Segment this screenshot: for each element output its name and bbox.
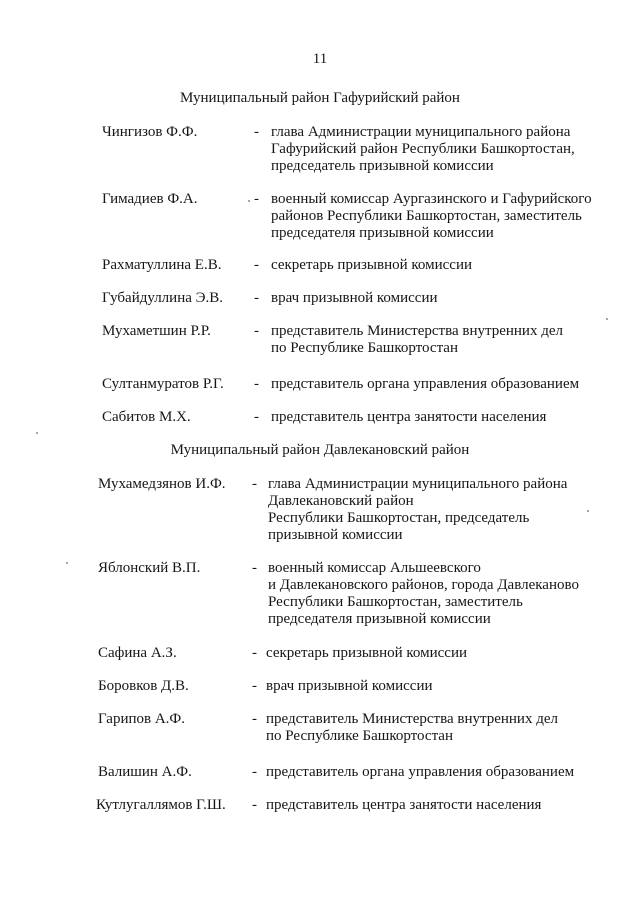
member-row	[0, 191, 640, 241]
dash-separator: -	[254, 409, 259, 425]
role-line: представитель Министерства внутренних дел	[266, 711, 558, 727]
member-row	[0, 476, 640, 543]
member-name: Сабитов М.Х.	[102, 409, 191, 425]
member-role	[271, 376, 579, 393]
dash-separator: -	[252, 711, 257, 727]
member-name: Султанмуратов Р.Г.	[102, 376, 224, 392]
member-row	[0, 376, 640, 393]
dash-separator: -	[252, 764, 257, 780]
scan-speck	[36, 432, 38, 434]
member-name: Мухамедзянов И.Ф.	[98, 476, 226, 492]
member-row	[0, 124, 640, 174]
dash-separator: -	[254, 376, 259, 392]
role-line: Республики Башкортостан, заместитель	[268, 594, 523, 610]
member-name: Сафина А.З.	[98, 645, 177, 661]
role-line: по Республике Башкортостан	[266, 728, 453, 744]
role-line: секретарь призывной комиссии	[266, 645, 468, 661]
dash-separator: -	[252, 678, 257, 694]
dash-separator: -	[252, 797, 257, 813]
member-row	[0, 323, 640, 356]
role-line: врач призывной комиссии	[271, 290, 438, 306]
role-line: председателя призывной комиссии	[271, 225, 494, 241]
member-role	[268, 476, 567, 544]
member-row	[0, 409, 640, 426]
scan-speck	[606, 318, 608, 320]
member-role	[266, 797, 541, 814]
member-role	[271, 323, 563, 357]
member-role	[271, 409, 546, 426]
role-line: глава Администрации муниципального района	[268, 476, 568, 492]
role-line: военный комиссар Альшеевского	[268, 560, 481, 576]
dash-separator: -	[254, 191, 259, 207]
role-line: Республики Башкортостан, председатель	[268, 510, 530, 526]
member-row	[0, 290, 640, 307]
role-line: военный комиссар Аургазинского и Гафурийского	[271, 191, 592, 207]
member-name: Гимадиев Ф.А.	[102, 191, 198, 207]
member-role	[266, 764, 574, 781]
member-role	[266, 711, 558, 745]
member-row	[0, 560, 640, 627]
dash-separator: -	[254, 257, 259, 273]
dash-separator: -	[252, 476, 257, 492]
member-name: Яблонский В.П.	[98, 560, 201, 576]
role-line: секретарь призывной комиссии	[271, 257, 473, 273]
section-heading: Муниципальный район Гафурийский район	[180, 90, 460, 106]
role-line: Гафурийский район Республики Башкортостан,	[271, 141, 575, 157]
role-line: глава Администрации муниципального района	[271, 124, 571, 140]
role-line: председатель призывной комиссии	[271, 158, 494, 174]
dash-separator: -	[252, 560, 257, 576]
role-line: председателя призывной комиссии	[268, 611, 491, 627]
member-role	[266, 645, 467, 662]
member-role	[271, 191, 592, 242]
member-name: Гарипов А.Ф.	[98, 711, 186, 727]
dash-separator: -	[254, 124, 259, 140]
role-line: районов Республики Башкортостан, заместитель	[271, 208, 582, 224]
role-line: представитель Министерства внутренних дел	[271, 323, 563, 339]
member-role	[271, 290, 438, 307]
member-role	[271, 124, 575, 175]
role-line: представитель органа управления образованием	[266, 764, 575, 780]
member-name: Чингизов Ф.Ф.	[102, 124, 198, 140]
page-number: 11	[312, 51, 328, 67]
member-row	[0, 645, 640, 662]
member-role	[271, 257, 472, 274]
member-row	[0, 797, 640, 814]
dash-separator: -	[254, 323, 259, 339]
member-name: Губайдуллина Э.В.	[102, 290, 224, 306]
member-row	[0, 678, 640, 695]
role-line: представитель центра занятости населения	[266, 797, 542, 813]
member-role	[266, 678, 433, 695]
member-name: Мухаметшин Р.Р.	[102, 323, 211, 339]
role-line: и Давлекановского районов, города Давлеканово	[268, 577, 579, 593]
member-row	[0, 711, 640, 744]
member-role	[268, 560, 579, 628]
member-name: Рахматуллина Е.В.	[102, 257, 222, 273]
member-name: Кутлугаллямов Г.Ш.	[96, 797, 226, 813]
role-line: Давлекановский район	[268, 493, 414, 509]
dash-separator: -	[252, 645, 257, 661]
member-name: Валишин А.Ф.	[98, 764, 192, 780]
role-line: врач призывной комиссии	[266, 678, 433, 694]
member-name: Боровков Д.В.	[98, 678, 189, 694]
member-row	[0, 764, 640, 781]
member-row	[0, 257, 640, 274]
role-line: представитель центра занятости населения	[271, 409, 547, 425]
role-line: представитель органа управления образованием	[271, 376, 580, 392]
role-line: призывной комиссии	[268, 527, 403, 543]
section-heading: Муниципальный район Давлекановский район	[170, 442, 470, 458]
role-line: по Республике Башкортостан	[271, 340, 458, 356]
scan-speck	[587, 510, 589, 512]
dash-separator: -	[254, 290, 259, 306]
